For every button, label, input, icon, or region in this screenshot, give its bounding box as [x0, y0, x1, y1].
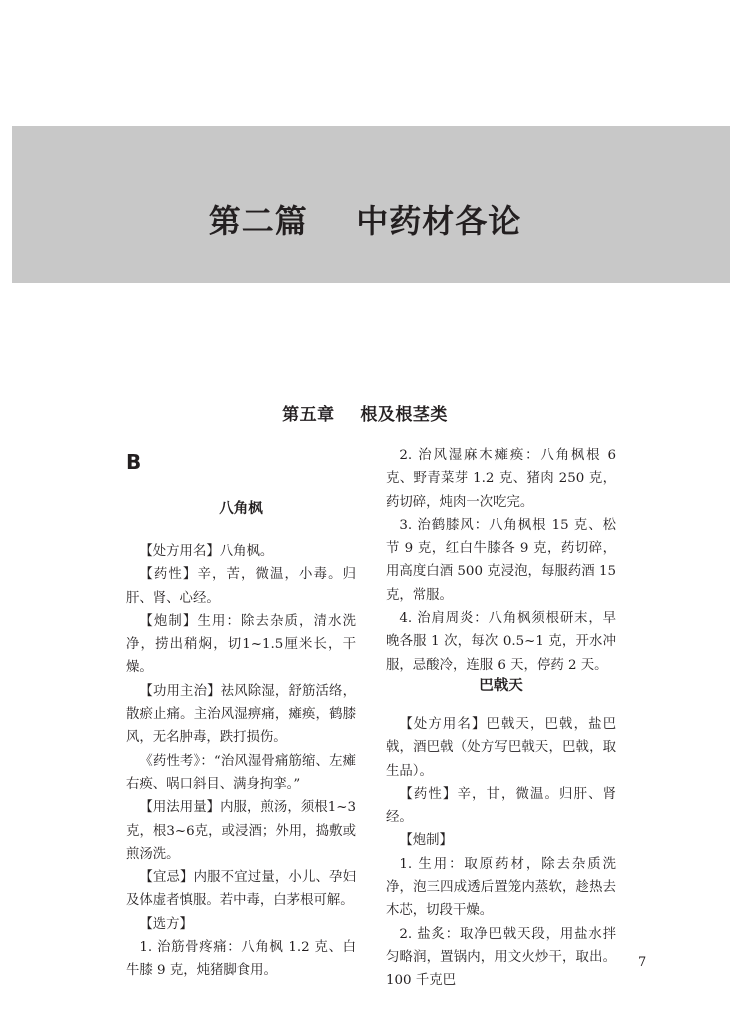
paragraph: 【宜忌】内服不宜过量，小儿、孕妇及体虚者慎服。若中毒，白茅根可解。	[126, 870, 356, 909]
paragraph: 【炮制】	[399, 833, 453, 849]
part-title: 第二篇 中药材各论	[208, 202, 522, 240]
entry-title-bajiaofeng: 八角枫	[219, 501, 263, 517]
paragraph: 【用法用量】内服，煎汤，须根1~3克，根3~6克，或浸酒；外用，捣敷或煎汤洗。	[126, 800, 356, 862]
paragraph: 3. 治鹤膝风：八角枫根 15 克、松节 9 克，红白牛膝各 9 克，药切碎，用高度白酒 500 克浸泡，每服药酒 15 克，常服。	[386, 517, 616, 603]
paragraph: 2. 治风湿麻木瘫痪：八角枫根 6 克、野青菜芽 1.2 克、猪肉 250 克，药切碎，炖肉一次吃完。	[386, 448, 616, 510]
right-column-lower	[386, 713, 616, 993]
chapter-title: 第五章 根及根茎类	[282, 405, 448, 425]
paragraph: 【功用主治】祛风除湿，舒筋活络，散瘀止痛。主治风湿痹痛，瘫痪，鹤膝风，无名肿毒，跌打损伤。	[126, 683, 356, 746]
section-letter: B	[126, 450, 142, 474]
paragraph: 2. 盐炙：取净巴戟天段，用盐水拌匀略润，置锅内，用文火炒干，取出。100 千克巴	[386, 926, 616, 989]
paragraph: 【药性】辛，甘，微温。归肝、肾经。	[386, 786, 616, 826]
paragraph: 《药性考》：“治风湿骨痛筋缩、左瘫右痪、㖞口斜目、满身拘挛。”	[126, 753, 356, 792]
paragraph: 【选方】	[139, 916, 193, 932]
paragraph: 【药性】辛，苦，微温，小毒。归肝、肾、心经。	[126, 567, 356, 606]
left-column	[126, 540, 356, 983]
page-number: 7	[638, 955, 647, 970]
right-column	[386, 444, 616, 677]
paragraph: 【处方用名】八角枫。	[139, 544, 274, 559]
paragraph: 【炮制】生用：除去杂质，清水洗净，捞出稍焖，切1~1.5厘米长，干燥。	[126, 613, 356, 676]
paragraph: 1. 生用：取原药材，除去杂质洗净，泡三四成透后置笼内蒸软，趁热去木芯，切段干燥。	[386, 856, 616, 919]
paragraph: 4. 治肩周炎：八角枫须根研末，早晚各服 1 次，每次 0.5~1 克，开水冲服，忌酸冷，连服 6 天，停药 2 天。	[386, 611, 616, 673]
paragraph: 【处方用名】巴戟天，巴戟，盐巴戟，酒巴戟（处方写巴戟天，巴戟，取生品）。	[386, 717, 616, 779]
paragraph: 1. 治筋骨疼痛：八角枫 1.2 克、白牛膝 9 克，炖猪脚食用。	[126, 940, 356, 979]
entry-title-bajitian: 巴戟天	[479, 678, 523, 694]
